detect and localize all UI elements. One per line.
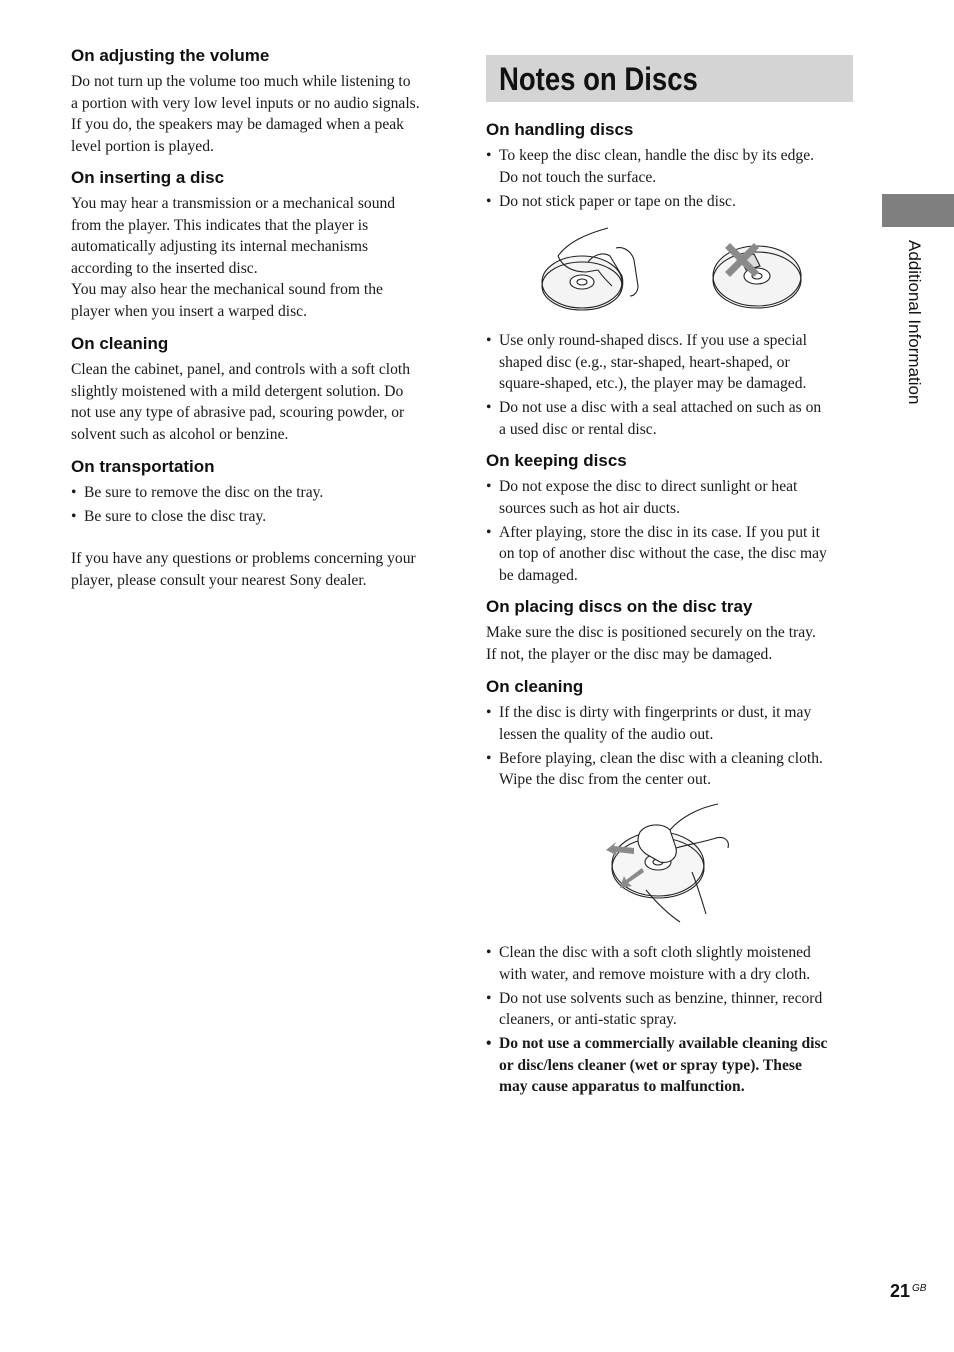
section-handling — [486, 120, 861, 215]
disc-wrong-handling-illustration — [710, 240, 804, 312]
section-transportation — [71, 457, 451, 530]
page-suffix: GB — [912, 1283, 927, 1294]
section-disc-cleaning — [486, 677, 861, 793]
list-item: • Do not use a disc with a seal attached on such as on a used disc or rental disc. — [486, 397, 861, 440]
section-heading: On inserting a disc — [71, 168, 225, 187]
list-item: • Do not expose the disc to direct sunlight or heat sources such as hot air ducts. — [486, 476, 861, 519]
list-item: • Clean the disc with a soft cloth slightly moistened with water, and remove moisture with a dry cloth. — [486, 942, 861, 985]
page-title: Notes on Discs — [499, 61, 698, 97]
section-heading: On handling discs — [486, 120, 634, 139]
section-text: You may hear a transmission or a mechanical sound from the player. This indicates that the player is automatically adjusting its internal mechanisms according to the inserted disc. You may also hear the mechanical sound from the player when you insert a warped disc. — [71, 195, 396, 320]
section-volume — [71, 46, 451, 157]
bullet-list — [486, 702, 861, 791]
section-placing — [486, 597, 861, 665]
section-text: Clean the cabinet, panel, and controls with a soft cloth slightly moistened with a mild detergent solution. Do not use any type of abrasive pad, scouring powder, or solvent such as alcohol or benzine. — [71, 361, 411, 443]
page-number: 21 $^{GB}$ — [890, 1281, 927, 1301]
bullet-list — [486, 476, 861, 586]
section-keeping — [486, 451, 861, 589]
bullet-list — [71, 482, 451, 528]
section-heading: On transportation — [71, 457, 215, 476]
list-item: • Do not stick paper or tape on the disc. — [486, 191, 861, 213]
section-side-label: Additional Information — [905, 240, 924, 405]
bullet-list — [486, 330, 861, 443]
list-item: • After playing, store the disc in its case. If you put it on top of another disc without the case, the disc may be damaged. — [486, 522, 861, 587]
list-item: • If the disc is dirty with fingerprints or dust, it may lessen the quality of the audio out. — [486, 702, 861, 745]
list-item: • Be sure to close the disc tray. — [71, 506, 451, 528]
section-tab-marker — [882, 194, 954, 227]
section-heading: On adjusting the volume — [71, 46, 270, 65]
bullet-list — [486, 942, 861, 1100]
section-heading: On keeping discs — [486, 451, 627, 470]
warning-item: • Do not use a commercially available cleaning disc or disc/lens cleaner (wet or spray type). These may cause apparatus to malfunction. — [486, 1033, 861, 1098]
disc-wiping-illustration — [606, 802, 736, 926]
section-cleaning — [71, 334, 451, 445]
title-banner — [486, 55, 853, 102]
section-inserting — [71, 168, 451, 322]
bullet-list — [486, 145, 861, 212]
list-item: • Do not use solvents such as benzine, thinner, record cleaners, or anti-static spray. — [486, 988, 861, 1031]
list-item: • Use only round-shaped discs. If you use a special shaped disc (e.g., star-shaped, heart-shaped, or square-shaped, etc.), the player may be damaged. — [486, 330, 861, 395]
section-heading: On cleaning — [71, 334, 169, 353]
disc-handling-illustration — [538, 226, 646, 312]
list-item: • To keep the disc clean, handle the disc by its edge. Do not touch the surface. — [486, 145, 861, 188]
list-item: • Before playing, clean the disc with a cleaning cloth. Wipe the disc from the center out. — [486, 748, 861, 791]
closing-text: If you have any questions or problems concerning your player, please consult your nearest Sony dealer. — [71, 550, 416, 589]
section-text: Do not turn up the volume too much while listening to a portion with very low level inputs or no audio signals. If you do, the speakers may be damaged when a peak level portion is played. — [71, 73, 420, 155]
list-item: • Be sure to remove the disc on the tray. — [71, 482, 451, 504]
section-text: Make sure the disc is positioned securely on the tray. If not, the player or the disc may be damaged. — [486, 624, 816, 663]
section-heading: On cleaning — [486, 677, 584, 696]
section-heading: On placing discs on the disc tray — [486, 597, 753, 616]
